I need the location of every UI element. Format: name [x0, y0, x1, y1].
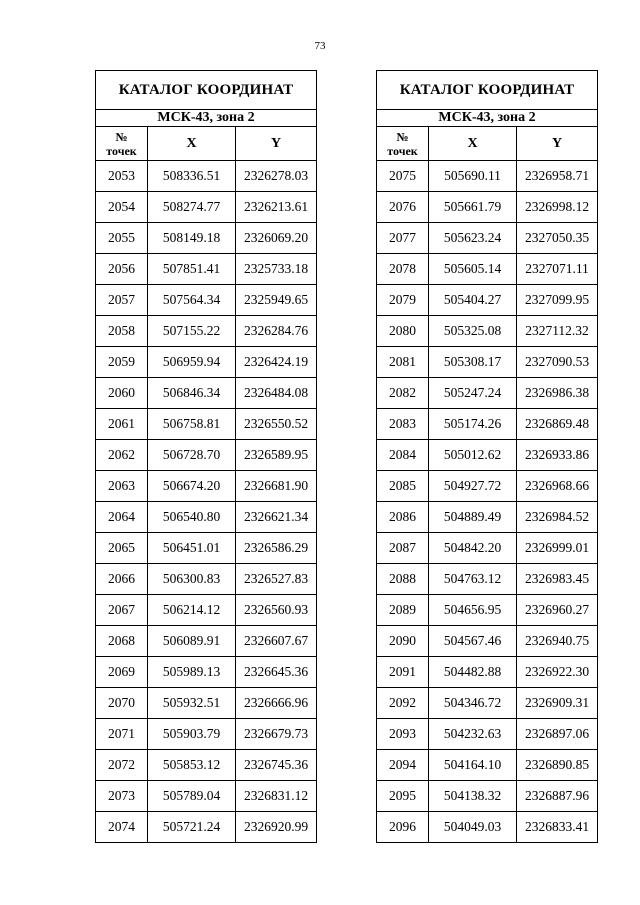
x-coordinate-cell: 506300.83	[148, 564, 236, 595]
point-number-cell: 2080	[377, 316, 429, 347]
point-number-cell: 2087	[377, 533, 429, 564]
catalog-subtitle: МСК-43, зона 2	[377, 110, 598, 127]
table-row	[377, 657, 598, 688]
y-coordinate-cell: 2326278.03	[236, 161, 317, 192]
point-number-cell: 2090	[377, 626, 429, 657]
catalog-subtitle: МСК-43, зона 2	[96, 110, 317, 127]
point-number-cell: 2068	[96, 626, 148, 657]
x-coordinate-cell: 504482.88	[429, 657, 517, 688]
page-number: 73	[314, 40, 326, 52]
point-number-cell: 2085	[377, 471, 429, 502]
x-coordinate-cell: 507851.41	[148, 254, 236, 285]
table-row	[377, 564, 598, 595]
catalog-body	[96, 161, 317, 843]
y-coordinate-cell: 2326069.20	[236, 223, 317, 254]
point-number-cell: 2072	[96, 750, 148, 781]
table-row	[96, 192, 317, 223]
coordinate-catalog-left	[95, 70, 317, 843]
catalog-body	[377, 161, 598, 843]
point-number-cell: 2070	[96, 688, 148, 719]
point-number-cell: 2082	[377, 378, 429, 409]
x-coordinate-cell: 508149.18	[148, 223, 236, 254]
point-number-cell: 2061	[96, 409, 148, 440]
column-header-x: X	[429, 127, 517, 161]
y-coordinate-cell: 2326621.34	[236, 502, 317, 533]
point-number-cell: 2066	[96, 564, 148, 595]
y-coordinate-cell: 2326666.96	[236, 688, 317, 719]
point-number-cell: 2095	[377, 781, 429, 812]
point-number-cell: 2055	[96, 223, 148, 254]
table-row	[96, 440, 317, 471]
x-coordinate-cell: 505903.79	[148, 719, 236, 750]
x-coordinate-cell: 506451.01	[148, 533, 236, 564]
point-number-cell: 2063	[96, 471, 148, 502]
point-number-cell: 2096	[377, 812, 429, 843]
point-number-cell: 2083	[377, 409, 429, 440]
table-row	[96, 285, 317, 316]
point-number-cell: 2067	[96, 595, 148, 626]
y-coordinate-cell: 2325949.65	[236, 285, 317, 316]
table-row	[96, 502, 317, 533]
table-row	[377, 285, 598, 316]
y-coordinate-cell: 2326586.29	[236, 533, 317, 564]
x-coordinate-cell: 506540.80	[148, 502, 236, 533]
table-row	[96, 688, 317, 719]
y-coordinate-cell: 2326887.96	[517, 781, 598, 812]
point-number-cell: 2062	[96, 440, 148, 471]
point-number-cell: 2060	[96, 378, 148, 409]
table-row	[96, 161, 317, 192]
y-coordinate-cell: 2327071.11	[517, 254, 598, 285]
y-coordinate-cell: 2326922.30	[517, 657, 598, 688]
x-coordinate-cell: 505605.14	[429, 254, 517, 285]
table-row	[377, 719, 598, 750]
table-row	[96, 378, 317, 409]
y-coordinate-cell: 2326890.85	[517, 750, 598, 781]
x-coordinate-cell: 505690.11	[429, 161, 517, 192]
table-row	[377, 781, 598, 812]
table-row	[96, 254, 317, 285]
y-coordinate-cell: 2327099.95	[517, 285, 598, 316]
point-number-cell: 2081	[377, 347, 429, 378]
point-number-cell: 2056	[96, 254, 148, 285]
y-coordinate-cell: 2326484.08	[236, 378, 317, 409]
y-coordinate-cell: 2326745.36	[236, 750, 317, 781]
table-row	[377, 409, 598, 440]
table-row	[96, 564, 317, 595]
y-coordinate-cell: 2326960.27	[517, 595, 598, 626]
point-number-cell: 2092	[377, 688, 429, 719]
x-coordinate-cell: 505932.51	[148, 688, 236, 719]
y-coordinate-cell: 2326424.19	[236, 347, 317, 378]
y-coordinate-cell: 2326589.95	[236, 440, 317, 471]
y-coordinate-cell: 2327090.53	[517, 347, 598, 378]
table-row	[377, 223, 598, 254]
table-row	[377, 626, 598, 657]
x-coordinate-cell: 505789.04	[148, 781, 236, 812]
y-coordinate-cell: 2326869.48	[517, 409, 598, 440]
point-number-cell: 2088	[377, 564, 429, 595]
x-coordinate-cell: 505989.13	[148, 657, 236, 688]
x-coordinate-cell: 505012.62	[429, 440, 517, 471]
table-row	[377, 502, 598, 533]
column-header-y: Y	[517, 127, 598, 161]
coordinate-catalog-right	[376, 70, 598, 843]
table-row	[377, 192, 598, 223]
point-number-cell: 2089	[377, 595, 429, 626]
x-coordinate-cell: 505721.24	[148, 812, 236, 843]
y-coordinate-cell: 2326940.75	[517, 626, 598, 657]
table-row	[377, 750, 598, 781]
table-row	[96, 223, 317, 254]
y-coordinate-cell: 2326933.86	[517, 440, 598, 471]
table-row	[96, 471, 317, 502]
table-row	[377, 316, 598, 347]
y-coordinate-cell: 2326998.12	[517, 192, 598, 223]
x-coordinate-cell: 506846.34	[148, 378, 236, 409]
table-row	[96, 595, 317, 626]
x-coordinate-cell: 507564.34	[148, 285, 236, 316]
table-row	[377, 533, 598, 564]
y-coordinate-cell: 2326833.41	[517, 812, 598, 843]
catalog-title: КАТАЛОГ КООРДИНАТ	[96, 71, 317, 110]
x-coordinate-cell: 506674.20	[148, 471, 236, 502]
column-header-number: № точек	[377, 127, 429, 161]
y-coordinate-cell: 2326983.45	[517, 564, 598, 595]
table-row	[96, 533, 317, 564]
y-coordinate-cell: 2326284.76	[236, 316, 317, 347]
point-number-cell: 2058	[96, 316, 148, 347]
table-row	[377, 378, 598, 409]
point-number-cell: 2071	[96, 719, 148, 750]
x-coordinate-cell: 504656.95	[429, 595, 517, 626]
x-coordinate-cell: 506959.94	[148, 347, 236, 378]
x-coordinate-cell: 504049.03	[429, 812, 517, 843]
table-row	[96, 626, 317, 657]
table-row	[96, 409, 317, 440]
point-number-cell: 2057	[96, 285, 148, 316]
y-coordinate-cell: 2326831.12	[236, 781, 317, 812]
y-coordinate-cell: 2327112.32	[517, 316, 598, 347]
column-header-y: Y	[236, 127, 317, 161]
x-coordinate-cell: 504138.32	[429, 781, 517, 812]
x-coordinate-cell: 505853.12	[148, 750, 236, 781]
point-number-cell: 2086	[377, 502, 429, 533]
y-coordinate-cell: 2326681.90	[236, 471, 317, 502]
point-number-cell: 2093	[377, 719, 429, 750]
point-number-cell: 2077	[377, 223, 429, 254]
x-coordinate-cell: 504346.72	[429, 688, 517, 719]
x-coordinate-cell: 505661.79	[429, 192, 517, 223]
x-coordinate-cell: 508336.51	[148, 161, 236, 192]
x-coordinate-cell: 504889.49	[429, 502, 517, 533]
x-coordinate-cell: 506758.81	[148, 409, 236, 440]
table-row	[96, 719, 317, 750]
point-number-cell: 2053	[96, 161, 148, 192]
y-coordinate-cell: 2326968.66	[517, 471, 598, 502]
table-row	[377, 471, 598, 502]
y-coordinate-cell: 2326909.31	[517, 688, 598, 719]
y-coordinate-cell: 2326897.06	[517, 719, 598, 750]
x-coordinate-cell: 508274.77	[148, 192, 236, 223]
y-coordinate-cell: 2326213.61	[236, 192, 317, 223]
table-row	[96, 657, 317, 688]
x-coordinate-cell: 504567.46	[429, 626, 517, 657]
point-number-cell: 2073	[96, 781, 148, 812]
catalog-title: КАТАЛОГ КООРДИНАТ	[377, 71, 598, 110]
table-row	[377, 161, 598, 192]
y-coordinate-cell: 2326527.83	[236, 564, 317, 595]
x-coordinate-cell: 505325.08	[429, 316, 517, 347]
x-coordinate-cell: 507155.22	[148, 316, 236, 347]
x-coordinate-cell: 505404.27	[429, 285, 517, 316]
x-coordinate-cell: 504763.12	[429, 564, 517, 595]
y-coordinate-cell: 2326986.38	[517, 378, 598, 409]
point-number-cell: 2091	[377, 657, 429, 688]
table-row	[377, 347, 598, 378]
y-coordinate-cell: 2326550.52	[236, 409, 317, 440]
point-number-cell: 2094	[377, 750, 429, 781]
x-coordinate-cell: 504842.20	[429, 533, 517, 564]
y-coordinate-cell: 2326920.99	[236, 812, 317, 843]
x-coordinate-cell: 505308.17	[429, 347, 517, 378]
table-row	[96, 750, 317, 781]
x-coordinate-cell: 506214.12	[148, 595, 236, 626]
x-coordinate-cell: 504164.10	[429, 750, 517, 781]
x-coordinate-cell: 506089.91	[148, 626, 236, 657]
column-header-number: № точек	[96, 127, 148, 161]
point-number-cell: 2076	[377, 192, 429, 223]
x-coordinate-cell: 505174.26	[429, 409, 517, 440]
point-number-cell: 2074	[96, 812, 148, 843]
table-row	[96, 812, 317, 843]
table-row	[377, 812, 598, 843]
y-coordinate-cell: 2326645.36	[236, 657, 317, 688]
table-row	[377, 254, 598, 285]
table-row	[377, 688, 598, 719]
point-number-cell: 2079	[377, 285, 429, 316]
point-number-cell: 2054	[96, 192, 148, 223]
table-row	[96, 781, 317, 812]
y-coordinate-cell: 2326679.73	[236, 719, 317, 750]
y-coordinate-cell: 2326958.71	[517, 161, 598, 192]
x-coordinate-cell: 504232.63	[429, 719, 517, 750]
column-header-x: X	[148, 127, 236, 161]
point-number-cell: 2075	[377, 161, 429, 192]
point-number-cell: 2065	[96, 533, 148, 564]
x-coordinate-cell: 505623.24	[429, 223, 517, 254]
y-coordinate-cell: 2326984.52	[517, 502, 598, 533]
point-number-cell: 2064	[96, 502, 148, 533]
table-row	[377, 595, 598, 626]
point-number-cell: 2078	[377, 254, 429, 285]
point-number-cell: 2069	[96, 657, 148, 688]
point-number-cell: 2084	[377, 440, 429, 471]
y-coordinate-cell: 2326560.93	[236, 595, 317, 626]
x-coordinate-cell: 506728.70	[148, 440, 236, 471]
table-row	[96, 316, 317, 347]
y-coordinate-cell: 2325733.18	[236, 254, 317, 285]
y-coordinate-cell: 2326999.01	[517, 533, 598, 564]
x-coordinate-cell: 505247.24	[429, 378, 517, 409]
table-row	[377, 440, 598, 471]
y-coordinate-cell: 2326607.67	[236, 626, 317, 657]
point-number-cell: 2059	[96, 347, 148, 378]
table-row	[96, 347, 317, 378]
x-coordinate-cell: 504927.72	[429, 471, 517, 502]
y-coordinate-cell: 2327050.35	[517, 223, 598, 254]
